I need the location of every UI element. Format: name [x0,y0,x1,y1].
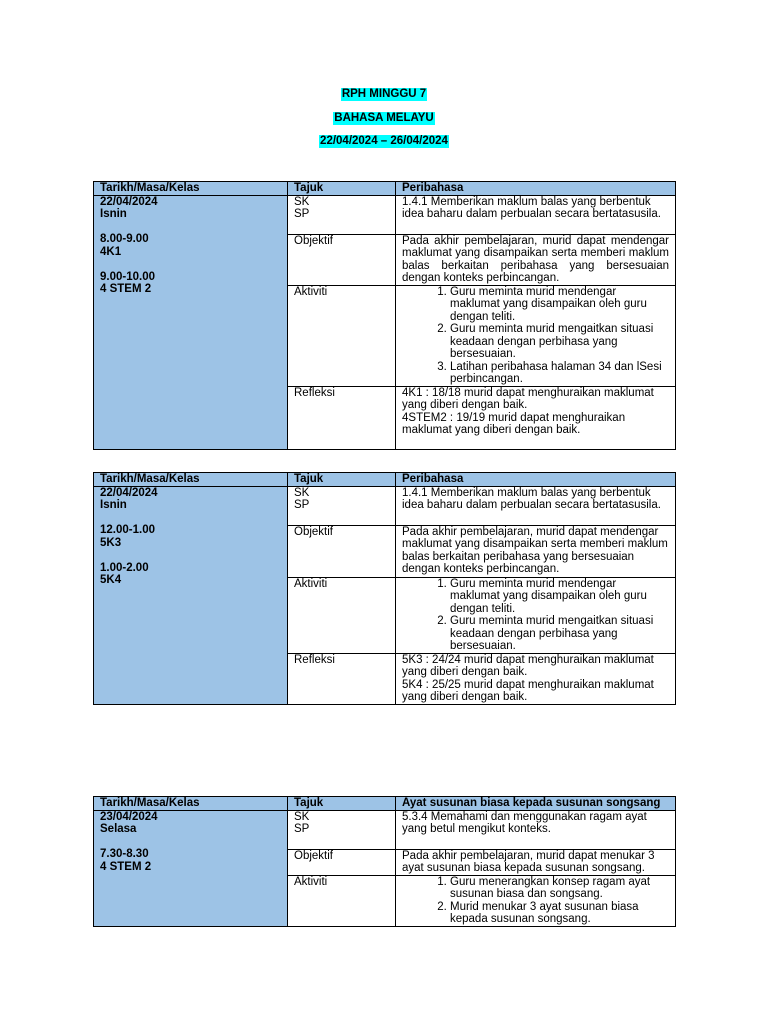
date-time-class-cell [94,810,288,926]
standard-text: 1.4.1 Memberikan maklum balas yang berbentuk idea baharu dalam perbualan secara bertatasusila. [396,486,676,525]
refleksi-cell [396,386,676,449]
table-header-row [94,182,676,196]
refleksi-line-2: 5K4 : 25/25 murid dapat menghuraikan maklumat yang diberi dengan baik. [402,678,654,703]
objektif-label: Objektif [288,849,396,875]
table-row [94,486,676,525]
list-item: 1. Guru menerangkan konsep ragam ayat susunan biasa dan songsang. [450,876,669,901]
aktiviti-label: Aktiviti [288,875,396,926]
lesson-date: 23/04/2024 [100,810,158,823]
objektif-text: Pada akhir pembelajaran, murid dapat menukar 3 ayat susunan biasa kepada susunan songsang. [396,849,676,875]
aktiviti-label: Aktiviti [288,577,396,653]
list-item: 3. Latihan peribahasa halaman 34 dan lSesi perbincangan. [450,361,669,386]
list-item: 1. Guru meminta murid mendengar maklumat yang disampaikan oleh guru dengan teliti. [450,578,669,616]
sk-sp-cell [288,810,396,849]
lesson-day: Isnin [100,208,127,220]
lesson-time-1: 12.00-1.00 [100,524,155,536]
header-topic: Peribahasa [396,182,676,196]
aktiviti-cell [396,285,676,386]
aktiviti-label: Aktiviti [288,285,396,386]
aktiviti-cell [396,875,676,926]
lesson-time-2: 1.00-2.00 [100,561,149,574]
standard-text: 1.4.1 Memberikan maklum balas yang berbentuk idea baharu dalam perbualan secara bertatasusila. [396,195,676,234]
list-item: 2. Guru meminta murid mengaitkan situasi keadaan dengan perbihasa yang bersesuaian. [450,615,669,653]
sp-label: SP [294,823,310,835]
aktiviti-cell [396,577,676,653]
lesson-class-2: 5K4 [100,574,122,586]
objektif-label: Objektif [288,234,396,285]
lesson-time-1: 8.00-9.00 [100,233,149,245]
header-tajuk: Tajuk [288,473,396,487]
sk-sp-cell [288,195,396,234]
header-topic: Peribahasa [396,473,676,487]
sp-label: SP [294,208,310,220]
sp-label: SP [294,499,310,511]
list-item: 1. Guru meminta murid mendengar maklumat yang disampaikan oleh guru dengan teliti. [450,286,669,324]
date-range-block [0,135,768,148]
sk-label: SK [294,486,310,499]
header-topic: Ayat susunan biasa kepada susunan songsang [396,797,676,811]
standard-text: 5.3.4 Memahami dan menggunakan ragam ayat yang betul mengikut konteks. [396,810,676,849]
lesson-class-1: 5K3 [100,536,122,549]
refleksi-label: Refleksi [288,653,396,704]
table-header-row [94,473,676,487]
date-time-class-cell [94,486,288,704]
list-item: 2. Murid menukar 3 ayat susunan biasa kepada susunan songsang. [450,901,669,926]
lesson-table-3 [93,796,676,927]
list-item: 2. Guru meminta murid mengaitkan situasi keadaan dengan perbihasa yang bersesuaian. [450,323,669,361]
lesson-date: 22/04/2024 [100,486,158,499]
header-tarikh: Tarikh/Masa/Kelas [94,797,288,811]
lesson-table-2 [93,472,676,705]
objektif-text: Pada akhir pembelajaran, murid dapat mendengar maklumat yang disampaikan serta memberi maklum balas berkaitan peribahasa yang bersesuaian dengan konteks perbincangan. [396,525,676,577]
lesson-class-1: 4K1 [100,245,122,258]
refleksi-line-1: 4K1 : 18/18 murid dapat menghuraikan maklumat yang diberi dengan baik. [402,386,654,411]
subject-title: BAHASA MELAYU [334,112,434,124]
date-time-class-cell [94,195,288,449]
document-title: RPH MINGGU 7 [341,88,427,100]
lesson-class-1: 4 STEM 2 [100,860,152,873]
objektif-text: Pada akhir pembelajaran, murid dapat mendengar maklumat yang disampaikan serta memberi maklum balas berkaitan peribahasa yang bersesuaian dengan konteks perbincangan. [396,234,676,285]
header-tarikh: Tarikh/Masa/Kelas [94,182,288,196]
lesson-time-1: 7.30-8.30 [100,848,149,860]
header-tarikh: Tarikh/Masa/Kelas [94,473,288,487]
aktiviti-list [402,578,669,653]
table-header-row [94,797,676,811]
sk-label: SK [294,810,310,823]
lesson-day: Selasa [100,823,137,835]
table-row [94,195,676,234]
header-tajuk: Tajuk [288,797,396,811]
date-range: 22/04/2024 – 26/04/2024 [320,135,448,147]
refleksi-line-2: 4STEM2 : 19/19 murid dapat menghuraikan maklumat yang diberi dengan baik. [402,411,626,436]
lesson-day: Isnin [100,499,127,511]
refleksi-label: Refleksi [288,386,396,449]
lesson-table-1 [93,181,676,450]
lesson-time-2: 9.00-10.00 [100,270,155,283]
header-tajuk: Tajuk [288,182,396,196]
lesson-class-2: 4 STEM 2 [100,283,152,295]
sk-label: SK [294,195,310,208]
refleksi-cell [396,653,676,704]
lesson-date: 22/04/2024 [100,195,158,208]
table-row [94,810,676,849]
aktiviti-list [402,286,669,386]
objektif-label: Objektif [288,525,396,577]
aktiviti-list [402,876,669,926]
subject-title-block [0,112,768,125]
refleksi-line-1: 5K3 : 24/24 murid dapat menghuraikan maklumat yang diberi dengan baik. [402,653,654,678]
sk-sp-cell [288,486,396,525]
document-title-block [0,88,768,101]
